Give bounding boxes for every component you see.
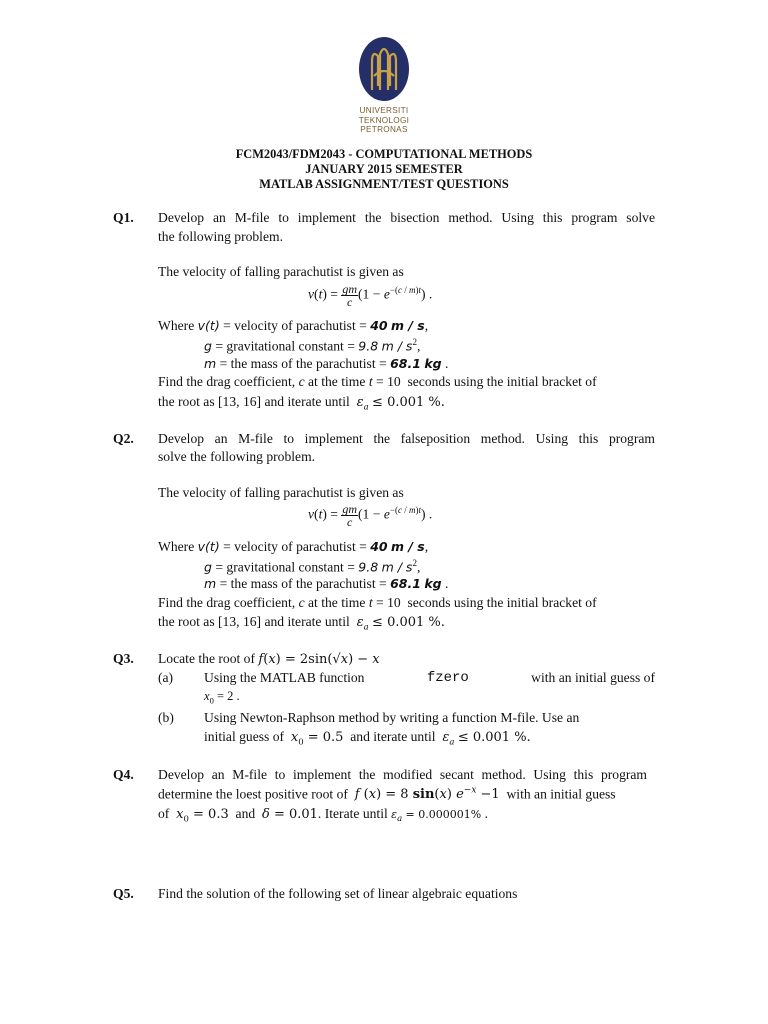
q2-velocity-equation: v(t) = $\frac{gm}{c}$ $(1 - e^{-(c / m)t})$ . [308, 502, 433, 529]
q3-a-label: (a) [158, 670, 174, 685]
q4-iterate: . Iterate until [317, 806, 388, 821]
q3-b-x0: = 0.5 [307, 730, 344, 745]
university-name [348, 106, 420, 135]
q3-a-text-2: with an initial guess of [531, 670, 655, 685]
q5-label: Q5. [113, 886, 134, 901]
q1-find-2: at the time [308, 374, 366, 389]
q2-tolerance: ≤ 0.001 %. [372, 615, 445, 630]
q2-line-1: Develop an M-file to implement the falseposition method. Using this program [158, 431, 655, 446]
q3-b-line-1: Using Newton-Raphson method by writing a function M-file. Use an [204, 710, 580, 725]
q1-label: Q1. [113, 210, 134, 225]
q1-v-val: 40 [370, 318, 388, 333]
q3-b-text-1: initial guess of [204, 729, 285, 744]
q4-line-1: Develop an M-file to implement the modified secant method. Using this program [158, 767, 647, 782]
logo-line-3: PETRONAS [360, 125, 408, 134]
q2-where-m: m = the mass of the parachutist = 68.1 kg . [204, 576, 449, 591]
q4-and: and [235, 806, 256, 821]
q2-g-unit: m / s [381, 559, 413, 575]
q3-a-text-1: Using the MATLAB function [204, 670, 365, 685]
logo-line-2: TEKNOLOGI [358, 115, 410, 125]
assignment-title: MATLAB ASSIGNMENT/TEST QUESTIONS [259, 177, 509, 191]
q3-intro: Locate the root of [158, 651, 256, 666]
q1-v-def: = velocity of parachutist = [223, 318, 367, 333]
q1-velocity-equation: v(t) = $\frac{gm}{c}$ $(1 - e^{-(c / m)t})$ . [308, 282, 433, 309]
semester-title: JANUARY 2015 SEMESTER [305, 162, 463, 176]
q2-bracket: the root as [13, 16] and iterate until [158, 614, 350, 629]
q1-line-1: Develop an M-file to implement the bisection method. Using this program solve [158, 210, 655, 225]
q4-label: Q4. [113, 767, 134, 782]
course-title: FCM2043/FDM2043 - COMPUTATIONAL METHODS [235, 147, 533, 161]
q3-label: Q3. [113, 651, 134, 666]
q2-where-v: Where v(t) = velocity of parachutist = 40 m / s, [158, 539, 429, 554]
q2-bracket-line: the root as [13, 16] and iterate until $\varepsilon_a \le 0.001$ %. [158, 614, 445, 633]
q3-b-tolerance: ≤ 0.001 %. [457, 730, 531, 745]
q3-a-line-1 [204, 670, 655, 686]
q4-of: of [158, 806, 170, 821]
logo-line-1: UNIVERSITI [359, 106, 409, 115]
q2-m-val: 68.1 [390, 576, 421, 591]
q2-v-def: = velocity of parachutist = [223, 539, 367, 554]
q4-x0: = 0.3 [193, 807, 229, 822]
q1-tolerance: ≤ 0.001 %. [372, 395, 445, 410]
q2-line-2: solve the following problem. [158, 449, 316, 464]
q1-find-3: seconds using the initial bracket of [407, 374, 597, 389]
q1-m-def: = the mass of the parachutist = [219, 356, 387, 371]
q1-g-def: = gravitational constant = [215, 338, 355, 354]
q2-find-3: seconds using the initial bracket of [407, 595, 597, 610]
q2-find-2: at the time [308, 595, 366, 610]
q4-text-1: determine the loest positive root of [158, 786, 348, 802]
q3-a-fzero: fzero [426, 670, 469, 686]
q2-m-unit: kg [424, 576, 442, 591]
q1-g-val: 9.8 [358, 338, 379, 354]
q1-find-1: Find the drag coefficient, [158, 374, 296, 389]
utp-crest-icon [358, 36, 410, 102]
q4-tolerance: = 0.000001% [405, 808, 482, 821]
q1-where-m: m = the mass of the parachutist = 68.1 kg . [204, 356, 449, 371]
q1-m-unit: kg [424, 356, 442, 371]
q3-b-label: (b) [158, 710, 174, 725]
q1-v-unit: m / s [391, 318, 425, 333]
q1-g-unit: m / s [381, 338, 413, 354]
q4-text-2: with an initial guess [506, 786, 616, 802]
q3-b-line-2: initial guess of $x_0 = 0.5$ and iterate until $\varepsilon_a \le 0.001$ %. [204, 729, 531, 748]
q1-t-eq: = 10 [376, 374, 401, 389]
q5-line-1: Find the solution of the following set of linear algebraic equations [158, 886, 518, 901]
q4-delta: = 0.01 [273, 807, 318, 822]
q2-find-1: Find the drag coefficient, [158, 595, 296, 610]
q1-line-2: the following problem. [158, 229, 283, 244]
q2-label: Q2. [113, 431, 134, 446]
q2-g-val: 9.8 [358, 559, 379, 575]
q1-bracket-line: the root as [13, 16] and iterate until $\varepsilon_a \le 0.001$ %. [158, 394, 445, 413]
university-logo [358, 36, 410, 106]
q2-find-line: Find the drag coefficient, c at the time t = 10 seconds using the initial bracket of [158, 595, 597, 610]
q2-g-def: = gravitational constant = [215, 559, 355, 575]
q2-velocity-intro: The velocity of falling parachutist is given as [158, 485, 404, 500]
q1-where-g: g = gravitational constant = 9.8 m / $s^2$, [204, 337, 421, 354]
q3-a-x0: $x_0 = 2$ . [204, 689, 240, 706]
q2-t-eq: = 10 [376, 595, 401, 610]
q2-where: Where [158, 539, 195, 554]
q3-b-text-2: and iterate until [350, 729, 436, 744]
q1-where-v: Where v(t) = velocity of parachutist = 40 m / s, [158, 318, 429, 333]
q4-line-3: of $x_0 = 0.3$ and δ = 0.01. Iterate until $\varepsilon_a = 0.000001\%$ . [158, 806, 488, 825]
q2-where-g: g = gravitational constant = 9.8 m / $s^2$, [204, 558, 421, 575]
q1-velocity-intro: The velocity of falling parachutist is given as [158, 264, 404, 279]
q3-a-x0-val: = 2 [216, 689, 234, 703]
q1-where: Where [158, 318, 195, 333]
q3-intro-line: Locate the root of f(x) = 2sin(√x) − x [158, 651, 380, 667]
q2-v-unit: m / s [391, 539, 425, 554]
q4-line-2: determine the loest positive root of f (x) = 8 sin(x) $e^{-x} -1$ with an initial guess [158, 786, 616, 803]
q2-m-def: = the mass of the parachutist = [219, 576, 387, 591]
q1-bracket: the root as [13, 16] and iterate until [158, 394, 350, 409]
q1-find-line: Find the drag coefficient, c at the time t = 10 seconds using the initial bracket of [158, 374, 597, 389]
q1-m-val: 68.1 [390, 356, 421, 371]
q2-v-val: 40 [370, 539, 388, 554]
